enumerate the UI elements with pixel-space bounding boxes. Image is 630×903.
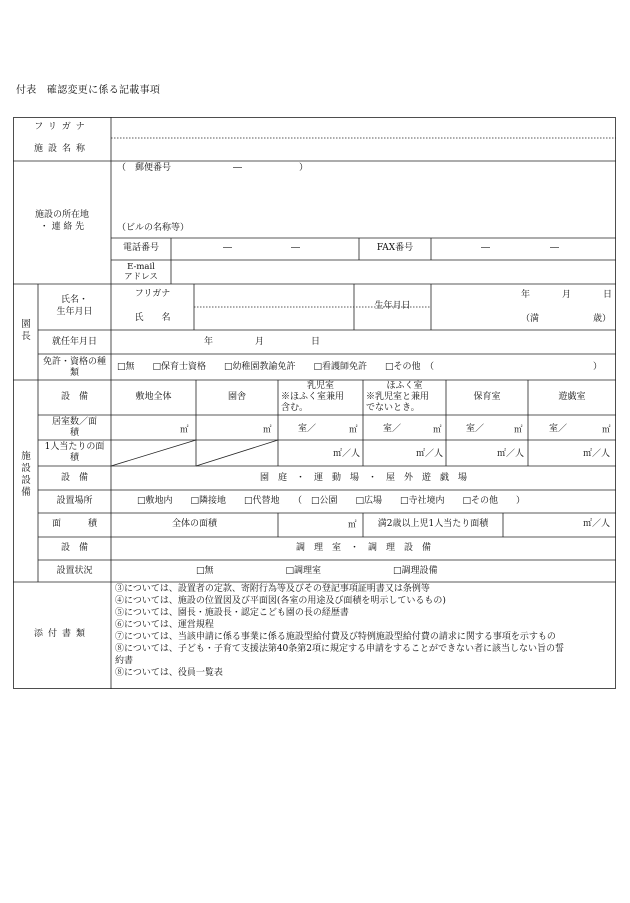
- header-nursery: 保育室: [473, 392, 501, 402]
- email-label-1: E-mail: [127, 262, 155, 272]
- postal-code-open: （ 郵便番号: [117, 163, 172, 173]
- appointment-month: 月: [255, 337, 265, 347]
- header-play: 遊戯室: [558, 392, 586, 402]
- header-infant-2: ※ほふく室兼用: [281, 392, 345, 402]
- phone-dash-2: ―: [291, 243, 300, 253]
- building-area-unit: ㎡: [263, 425, 272, 435]
- infant-room-unit: 室／: [298, 424, 317, 434]
- facility-furigana-field[interactable]: [117, 122, 607, 136]
- total-area-unit: ㎡: [348, 520, 357, 530]
- email-label-2: アドレス: [124, 272, 158, 282]
- director-name-label: 氏 名: [134, 313, 171, 323]
- address-field[interactable]: [123, 175, 603, 221]
- over2-area-label: 満2歳以上児1人当たり面積: [377, 519, 489, 529]
- equipment-label: 設 備: [60, 392, 88, 402]
- header-crawl-1: ほふく室: [386, 381, 423, 391]
- postal-code-close: ）: [299, 163, 309, 173]
- phone-label: 電話番号: [122, 243, 159, 253]
- play-room-unit: 室／: [549, 424, 568, 434]
- license-options[interactable]: □無 □保育士資格 □幼稚園教諭免許 □看護師免許 □その他 （: [117, 362, 435, 372]
- attachment-item: ⑤については、園長・施設長・認定こども園の長の経歴書: [115, 608, 349, 618]
- location-type-options[interactable]: □敷地内 □隣接地 □代替地 （ □公園 □広場 □寺社境内 □その他 ）: [137, 496, 526, 506]
- building-name-label: （ビルの名称等）: [117, 223, 190, 233]
- site-area-unit: ㎡: [180, 425, 189, 435]
- header-infant-3: 含む。: [281, 403, 309, 413]
- director-furigana-label: フリガナ: [134, 289, 171, 299]
- fax-label: FAX番号: [376, 243, 414, 253]
- contact-label: ・ 連 絡 先: [39, 222, 85, 232]
- attachment-item: ⑧については、役員一覧表: [115, 668, 223, 678]
- name-birth-label-1: 氏名・: [60, 295, 88, 305]
- appointment-year: 年: [204, 337, 214, 347]
- play-per-person-unit: ㎡／人: [583, 449, 611, 459]
- rooms-area-label-2: 積: [69, 428, 79, 438]
- facilities-section-label: 施設設備: [21, 451, 31, 498]
- license-close: ）: [593, 362, 603, 372]
- total-area-label: 全体の面積: [171, 519, 217, 529]
- appointment-date-label: 就任年月日: [51, 337, 97, 347]
- header-crawl-3: でないとき。: [366, 403, 420, 413]
- nursery-per-person-unit: ㎡／人: [497, 449, 525, 459]
- outdoor-heading: 園 庭 ・ 運 動 場 ・ 屋 外 遊 戯 場: [259, 473, 467, 483]
- confirmation-change-form: [13, 117, 616, 689]
- location-type-label: 設置場所: [56, 496, 93, 506]
- over2-area-unit: ㎡／人: [583, 519, 611, 529]
- name-birth-label-2: 生年月日: [56, 307, 93, 317]
- crawl-per-person-unit: ㎡／人: [416, 449, 444, 459]
- kitchen-status-options[interactable]: □無 □調理室 □調理設備: [196, 566, 438, 576]
- director-section-label: 園長: [21, 319, 31, 342]
- crawl-area-unit: ㎡: [433, 425, 442, 435]
- header-crawl-2: ※乳児室と兼用: [366, 392, 430, 402]
- facility-name-field[interactable]: [117, 142, 607, 158]
- email-field[interactable]: [175, 263, 611, 281]
- header-site: 敷地全体: [135, 392, 172, 402]
- outdoor-equipment-label: 設 備: [60, 473, 88, 483]
- kitchen-equipment-label: 設 備: [60, 543, 88, 553]
- birth-date-label: 生年月日: [374, 301, 411, 311]
- attachment-item: ⑧については、子ども・子育て支援法第40条第2項に規定する申請をすることができない者に該当しない旨の誓: [115, 644, 565, 654]
- phone-dash-1: ―: [223, 243, 232, 253]
- rooms-area-label-1: 居室数／面: [51, 417, 97, 427]
- attachment-item: ⑦については、当該申請に係る事業に係る施設型給付費及び特例施設型給付費の請求に関する事項を示すもの: [115, 632, 556, 642]
- postal-code-dash: ―: [233, 163, 242, 173]
- age-close: 歳）: [593, 314, 612, 324]
- nursery-area-unit: ㎡: [514, 425, 523, 435]
- infant-area-unit: ㎡: [349, 425, 358, 435]
- crawl-room-unit: 室／: [383, 424, 402, 434]
- play-area-unit: ㎡: [602, 425, 611, 435]
- license-label-2: 類: [69, 368, 79, 378]
- header-building: 園舎: [227, 392, 246, 402]
- facility-name-label: 施設名称: [33, 144, 90, 154]
- attachment-item: 約書: [115, 656, 134, 666]
- attachment-item: ⑥については、運営規程: [115, 620, 214, 630]
- birth-month-label: 月: [562, 290, 572, 300]
- per-person-label-2: 積: [69, 453, 79, 463]
- furigana-label: フリガナ: [34, 122, 90, 132]
- license-label-1: 免許・資格の種: [42, 357, 106, 367]
- infant-per-person-unit: ㎡／人: [333, 449, 361, 459]
- outdoor-area-label: 面 積: [51, 519, 97, 529]
- nursery-room-unit: 室／: [466, 424, 485, 434]
- attachment-item: ④については、施設の位置図及び平面図(各室の用途及び面積を明示しているもの): [115, 596, 446, 606]
- page-title: 付表 確認変更に係る記載事項: [16, 85, 161, 96]
- appointment-day: 日: [311, 337, 321, 347]
- fax-dash-2: ―: [550, 243, 559, 253]
- birth-year-label: 年: [521, 290, 531, 300]
- age-open: （満: [521, 314, 540, 324]
- kitchen-heading: 調 理 室 ・ 調 理 設 備: [295, 543, 431, 553]
- kitchen-status-label: 設置状況: [56, 566, 93, 576]
- header-infant-1: 乳児室: [306, 381, 334, 391]
- attachments-label: 添付書類: [33, 629, 90, 639]
- attachment-item: ③については、設置者の定款、寄附行為等及びその登記事項証明書又は条例等: [115, 584, 430, 594]
- per-person-label-1: 1人当たりの面: [44, 442, 105, 452]
- birth-day-label: 日: [603, 290, 613, 300]
- location-label: 施設の所在地: [34, 210, 89, 220]
- fax-dash-1: ―: [481, 243, 490, 253]
